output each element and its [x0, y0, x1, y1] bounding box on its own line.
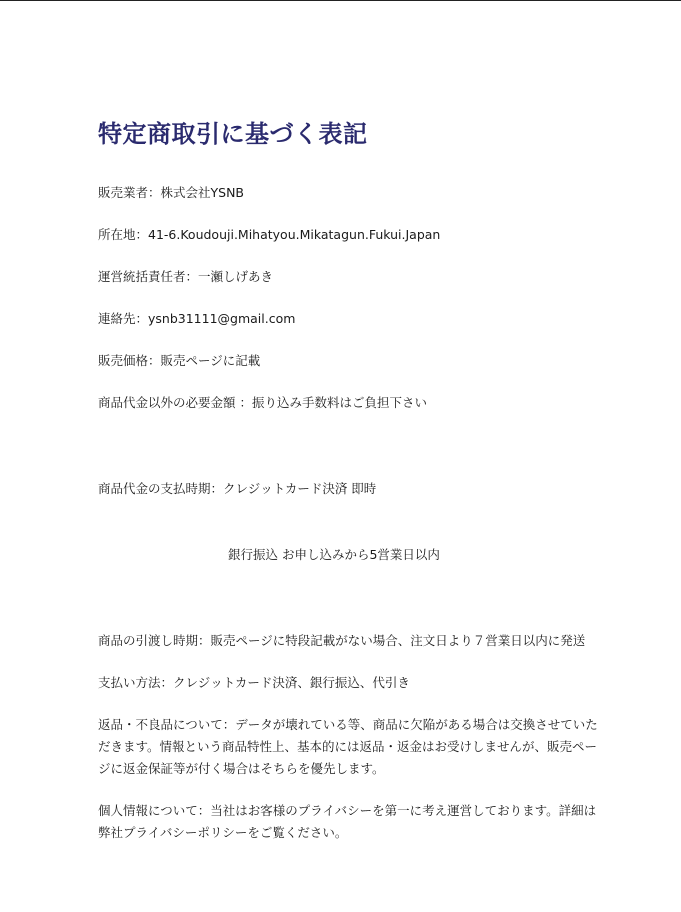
top-divider — [0, 0, 681, 1]
returns-row: 返品・不良品について：データが壊れている等、商品に欠陥がある場合は交換させていただきます。情報という商品特性上、基本的には返品・返金はお受けしませんが、販売ページに返金保証等が付く場合はそちらを優先します。 — [98, 717, 598, 776]
document-body — [98, 118, 598, 864]
payment-method-row: 支払い方法：クレジットカード決済、銀行振込、代引き — [98, 675, 410, 690]
payment-timing-row — [98, 434, 598, 610]
payment-timing-card: 商品代金の支払時期：クレジットカード決済 即時 — [98, 481, 377, 496]
delivery-timing-row: 商品の引渡し時期：販売ページに特段記載がない場合、注文日より７営業日以内に発送 — [98, 633, 586, 648]
payment-timing-bank: 銀行振込 お申し込みから5営業日以内 — [228, 547, 440, 562]
contact-row: 連絡先：ysnb31111@gmail.com — [98, 311, 296, 326]
page-title: 特定商取引に基づく表記 — [98, 120, 368, 148]
manager-row: 運営統括責任者：一瀬しげあき — [98, 269, 274, 284]
extra-fee-row: 商品代金以外の必要金額 ：振り込み手数料はご負担下さい — [98, 395, 427, 410]
seller-row: 販売業者：株式会社YSNB — [98, 185, 244, 200]
price-row: 販売価格：販売ページに記載 — [98, 353, 261, 368]
privacy-row: 個人情報について：当社はお客様のプライバシーを第一に考え運営しております。詳細は弊社プライバシーポリシーをご覧ください。 — [98, 803, 597, 840]
address-row: 所在地：41-6.Koudouji.Mihatyou.Mikatagun.Fukui.Japan — [98, 227, 441, 242]
